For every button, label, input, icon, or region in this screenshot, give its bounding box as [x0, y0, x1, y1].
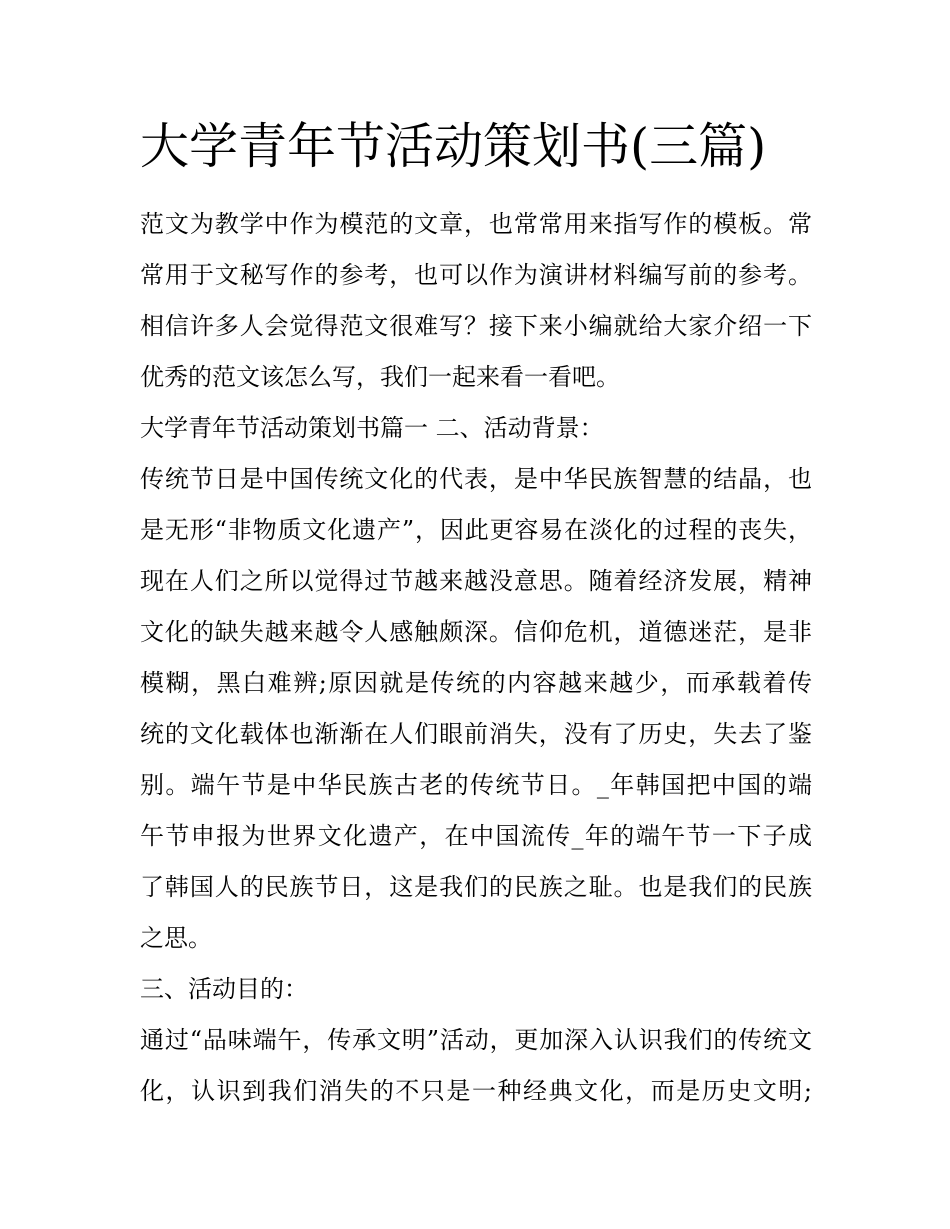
body-line: 通过“品味端午，传承文明”活动，更加深入认识我们的传统文	[140, 1026, 812, 1054]
body-line: 统的文化载体也渐渐在人们眼前消失，没有了历史，失去了鉴	[140, 720, 812, 748]
section-heading: 三、活动目的：	[140, 975, 308, 1003]
body-line: 化，认识到我们消失的不只是一种经典文化，而是历史文明;	[140, 1077, 812, 1105]
body-line: 范文为教学中作为模范的文章，也常常用来指写作的模板。常	[140, 210, 812, 238]
body-line: 午节申报为世界文化遗产，在中国流传_年的端午节一下子成	[140, 822, 812, 850]
body-line: 模糊，黑白难辨;原因就是传统的内容越来越少，而承载着传	[140, 669, 812, 697]
body-line: 别。端午节是中华民族古老的传统节日。_年韩国把中国的端	[140, 771, 812, 799]
body-line: 优秀的范文该怎么写，我们一起来看一看吧。	[140, 363, 620, 391]
body-line: 相信许多人会觉得范文很难写？接下来小编就给大家介绍一下	[140, 312, 812, 340]
body-line: 是无形“非物质文化遗产”，因此更容易在淡化的过程的丧失，	[140, 516, 812, 544]
document-body	[140, 199, 812, 1117]
body-line: 之思。	[140, 924, 212, 952]
section-heading: 大学青年节活动策划书篇一 二、活动背景：	[140, 414, 604, 442]
body-line: 传统节日是中国传统文化的代表，是中华民族智慧的结晶，也	[140, 465, 812, 493]
document-title: 大学青年节活动策划书(三篇)	[140, 118, 767, 175]
body-line: 了韩国人的民族节日，这是我们的民族之耻。也是我们的民族	[140, 873, 812, 901]
body-line: 文化的缺失越来越令人感触颇深。信仰危机，道德迷茫，是非	[140, 618, 812, 646]
body-line: 常用于文秘写作的参考，也可以作为演讲材料编写前的参考。	[140, 261, 812, 289]
body-line: 现在人们之所以觉得过节越来越没意思。随着经济发展，精神	[140, 567, 812, 595]
